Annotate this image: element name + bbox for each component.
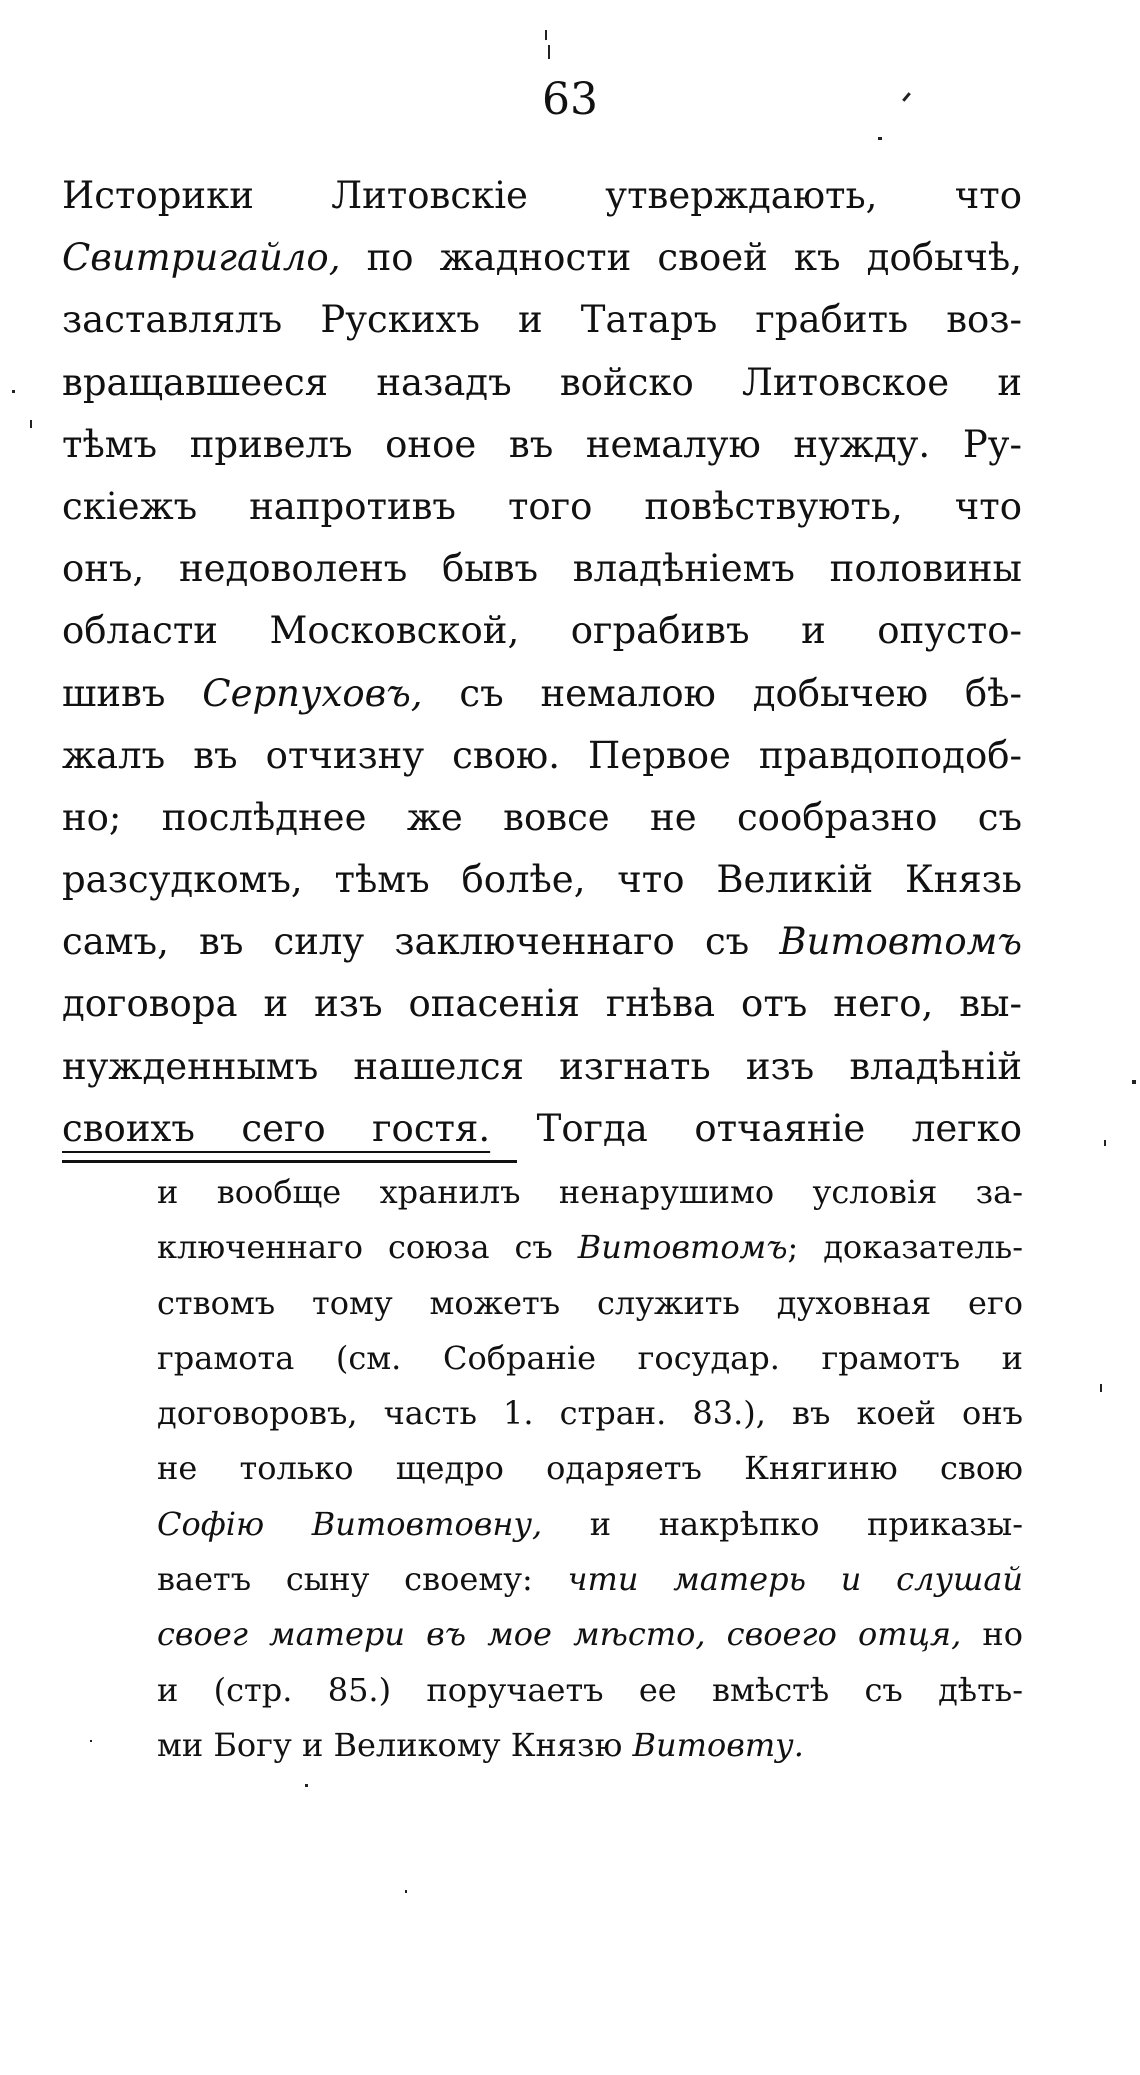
scan-speck bbox=[30, 420, 32, 428]
text-line: онъ, недоволенъ бывъ владѣніемъ половины bbox=[62, 547, 1022, 591]
footnote-line bbox=[157, 1497, 1023, 1552]
text-line bbox=[62, 911, 1022, 973]
footnote-line: грамота (см. Собраніе государ. грамотъ и bbox=[157, 1338, 1023, 1377]
italic-quote: чти матерь и слушай bbox=[567, 1560, 1023, 1599]
scan-speck bbox=[1104, 1140, 1106, 1146]
text-fragment: ключеннаго союза съ bbox=[157, 1228, 578, 1267]
scan-speck bbox=[305, 1784, 308, 1787]
scan-speck bbox=[90, 1740, 92, 1742]
footnote-line bbox=[157, 1718, 1023, 1773]
italic-name: Софію Витовтовну, bbox=[157, 1504, 543, 1543]
footnote-line: ствомъ тому можетъ служить духовная его bbox=[157, 1283, 1023, 1322]
scan-speck bbox=[878, 137, 882, 140]
text-fragment: по жадности своей къ добычѣ, bbox=[340, 236, 1022, 280]
page-number: 63 bbox=[542, 74, 598, 125]
italic-name: Витовтомъ bbox=[779, 920, 1022, 964]
scan-speck bbox=[545, 30, 547, 40]
scan-speck bbox=[1132, 1080, 1136, 1084]
text-line: области Московской, ограбивъ и опусто- bbox=[62, 609, 1022, 653]
text-fragment: ваетъ сыну своему: bbox=[157, 1560, 568, 1599]
footnote bbox=[157, 1165, 1023, 1773]
scan-speck bbox=[405, 1890, 407, 1893]
text-line: но; послѣднее же вовсе не сообразно съ bbox=[62, 795, 1022, 839]
text-fragment: Тогда отчаяніе легко bbox=[490, 1106, 1023, 1150]
italic-name: Витовтомъ bbox=[577, 1228, 788, 1267]
footnote-line: и (стр. 85.) поручаетъ ее вмѣстѣ съ дѣть- bbox=[157, 1670, 1023, 1709]
text-line: вращавшееся назадъ войско Литовское и bbox=[62, 360, 1022, 404]
text-line: разсудкомъ, тѣмъ болѣе, что Великій Князь bbox=[62, 858, 1022, 902]
footnote-line: и вообще хранилъ ненарушимо условія за- bbox=[157, 1173, 1023, 1211]
text-line: заставлялъ Рускихъ и Татаръ грабить воз- bbox=[62, 298, 1022, 342]
text-fragment: самъ, въ силу заключеннаго съ bbox=[62, 920, 780, 964]
italic-name: Витовту. bbox=[632, 1725, 804, 1764]
text-fragment: шивъ bbox=[62, 671, 203, 715]
footnote-anchor: своихъ сего гостя. bbox=[62, 1106, 491, 1150]
text-line: скіежъ напротивъ того повѣствують, что bbox=[62, 484, 1022, 528]
text-fragment: съ немалою добычею бѣ- bbox=[422, 671, 1022, 715]
scan-speck bbox=[548, 45, 550, 59]
text-fragment: ми Богу и Великому Князю bbox=[157, 1725, 633, 1764]
footnote-line bbox=[157, 1220, 1023, 1275]
footnote-line bbox=[157, 1607, 1023, 1662]
text-fragment: но bbox=[961, 1615, 1024, 1654]
text-fragment: ; доказатель- bbox=[787, 1228, 1024, 1267]
text-line: договора и изъ опасенія гнѣва отъ него, вы- bbox=[62, 982, 1022, 1026]
footnote-line: договоровъ, часть 1. стран. 83.), въ коей онъ bbox=[157, 1394, 1023, 1433]
footnote-line bbox=[157, 1552, 1023, 1607]
text-line bbox=[62, 663, 1022, 725]
footnote-rule bbox=[62, 1160, 517, 1163]
main-text bbox=[62, 165, 1022, 1160]
text-fragment: и накрѣпко приказы- bbox=[542, 1504, 1024, 1543]
italic-quote: своег матери въ мое мѣсто, своего отця, bbox=[157, 1615, 962, 1654]
text-line: жалъ въ отчизну свою. Первое правдоподоб- bbox=[62, 733, 1022, 777]
italic-name: Серпуховъ, bbox=[202, 671, 423, 715]
text-line bbox=[62, 1098, 1022, 1160]
text-line bbox=[62, 227, 1022, 289]
text-line: тѣмъ привелъ оное въ немалую нужду. Ру- bbox=[62, 422, 1022, 466]
scan-speck bbox=[1100, 1384, 1102, 1392]
footnote-line: не только щедро одаряетъ Княгиню свою bbox=[157, 1449, 1023, 1488]
text-line: Историки Литовскіе утверждають, что bbox=[62, 174, 1022, 217]
scan-speck bbox=[12, 390, 15, 393]
italic-name: Свитригайло, bbox=[62, 236, 341, 280]
text-line: нужденнымъ нашелся изгнать изъ владѣній bbox=[62, 1044, 1022, 1088]
